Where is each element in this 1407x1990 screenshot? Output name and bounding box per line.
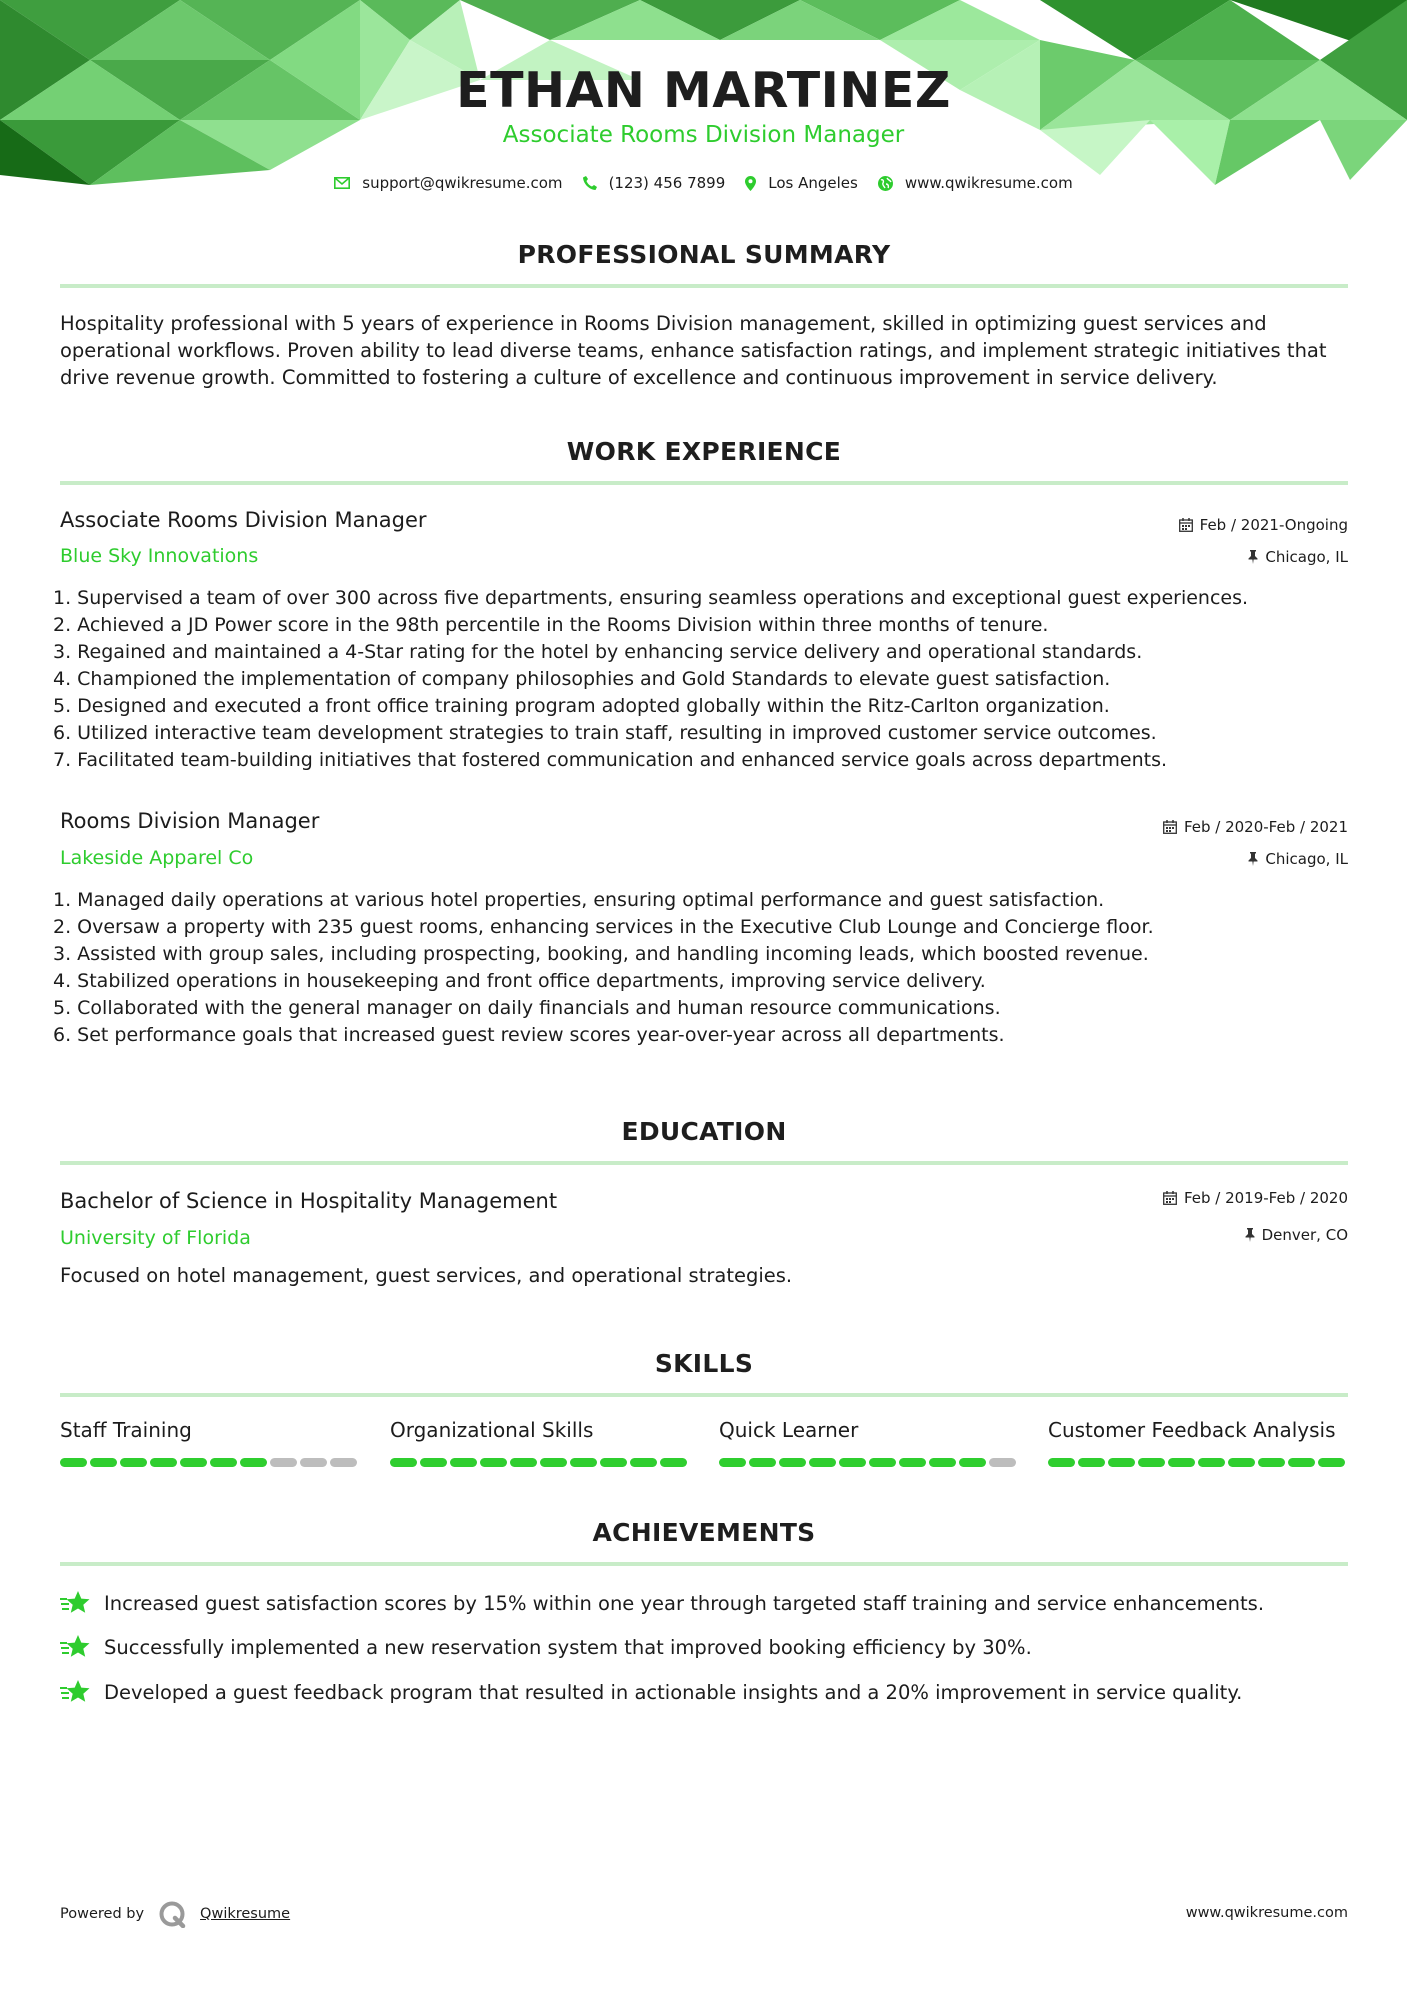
skill-segment-filled: [1078, 1458, 1105, 1467]
achievement-item: [60, 1634, 1032, 1660]
skill-segment-filled: [1198, 1458, 1225, 1467]
achievement-text: Developed a guest feedback program that resulted in actionable insights and a 20% improvement in service quality.: [104, 1680, 1243, 1704]
footer-url[interactable]: www.qwikresume.com: [1185, 1905, 1348, 1921]
contact-website[interactable]: [878, 174, 1073, 192]
contact-email-text: support@qwikresume.com: [362, 174, 563, 192]
skill-segment-filled: [779, 1458, 806, 1467]
list-item: 6. Utilized interactive team development strategies to train staff, resulting in improved customer service outcomes.: [53, 722, 1157, 744]
contact-email[interactable]: [334, 174, 562, 192]
job-date-text: Feb / 2020-Feb / 2021: [1183, 818, 1348, 836]
pin-icon: [1245, 1228, 1255, 1242]
skill-segment-filled: [90, 1458, 117, 1467]
list-item: 7. Facilitated team-building initiatives that fostered communication and enhanced service goals across departments.: [53, 749, 1168, 771]
job-title: Rooms Division Manager: [60, 809, 320, 833]
skills-divider: [60, 1393, 1348, 1397]
experience-heading: WORK EXPERIENCE: [566, 437, 842, 466]
star-icon: [60, 1634, 92, 1660]
skill-segment-filled: [1228, 1458, 1255, 1467]
skill-segment-filled: [929, 1458, 956, 1467]
degree-title: Bachelor of Science in Hospitality Management: [60, 1189, 558, 1213]
job-location: [1248, 850, 1348, 868]
powered-by-label: Powered by: [60, 1906, 145, 1922]
skill-level-bar: [1048, 1458, 1348, 1467]
qwikresume-logo-icon: [158, 1900, 186, 1928]
list-item: 6. Set performance goals that increased guest review scores year-over-year across all departments.: [53, 1024, 1005, 1046]
list-item: 3. Regained and maintained a 4-Star rating for the hotel by enhancing service delivery and operational standards.: [53, 641, 1143, 663]
skill-segment-filled: [1048, 1458, 1075, 1467]
skill-segment-filled: [420, 1458, 447, 1467]
globe-icon: [878, 176, 893, 191]
pin-icon: [1248, 550, 1258, 564]
skill-segment-empty: [330, 1458, 357, 1467]
skill-segment-filled: [210, 1458, 237, 1467]
skill-level-bar: [719, 1458, 1019, 1467]
list-item: 2. Oversaw a property with 235 guest rooms, enhancing services in the Executive Club Lounge and Concierge floor.: [53, 916, 1154, 938]
skill-segment-filled: [660, 1458, 687, 1467]
skill-segment-filled: [120, 1458, 147, 1467]
phone-icon: [583, 176, 597, 190]
achievement-text: Successfully implemented a new reservation system that improved booking efficiency by 30%.: [104, 1635, 1032, 1659]
skill-segment-filled: [450, 1458, 477, 1467]
contact-location-text: Los Angeles: [768, 174, 858, 192]
skill-segment-filled: [1168, 1458, 1195, 1467]
skill-segment-filled: [630, 1458, 657, 1467]
education-divider: [60, 1161, 1348, 1165]
pin-icon: [1248, 852, 1258, 866]
skill-item: [60, 1418, 360, 1467]
skill-segment-filled: [839, 1458, 866, 1467]
education-date: [1163, 1189, 1348, 1207]
skill-segment-filled: [899, 1458, 926, 1467]
achievement-item: [60, 1679, 1242, 1705]
skill-segment-filled: [1138, 1458, 1165, 1467]
skill-segment-filled: [719, 1458, 746, 1467]
skill-segment-filled: [809, 1458, 836, 1467]
job-location: [1248, 548, 1348, 566]
list-item: 5. Designed and executed a front office training program adopted globally within the Ritz-Carlton organization.: [53, 695, 1110, 717]
skill-segment-filled: [60, 1458, 87, 1467]
map-marker-icon: [745, 176, 756, 191]
skill-segment-filled: [1258, 1458, 1285, 1467]
skill-segment-filled: [510, 1458, 537, 1467]
skill-item: [1048, 1418, 1348, 1467]
skill-level-bar: [60, 1458, 360, 1467]
summary-text: Hospitality professional with 5 years of experience in Rooms Division management, skilled in optimizing guest services and operational workflows. Proven ability to lead diverse teams, enhance satisfaction ratings, and implement strategic initiatives that drive revenue growth. Committed to fostering a culture of excellence and continuous improvement in service delivery.: [60, 312, 1327, 389]
skill-segment-filled: [1318, 1458, 1345, 1467]
calendar-icon: [1179, 518, 1193, 532]
skill-segment-empty: [300, 1458, 327, 1467]
job-location-text: Chicago, IL: [1265, 548, 1348, 566]
education-location: [1245, 1226, 1348, 1244]
skill-segment-filled: [240, 1458, 267, 1467]
skill-name: Quick Learner: [719, 1418, 859, 1442]
contact-website-text: www.qwikresume.com: [904, 174, 1073, 192]
job-title: Associate Rooms Division Manager: [60, 508, 427, 532]
qwikresume-link[interactable]: Qwikresume: [200, 1906, 291, 1922]
envelope-icon: [334, 177, 350, 189]
skill-item: [390, 1418, 690, 1467]
education-description: Focused on hotel management, guest services, and operational strategies.: [60, 1264, 793, 1287]
summary-heading: PROFESSIONAL SUMMARY: [517, 240, 891, 269]
calendar-icon: [1163, 820, 1177, 834]
skill-name: Customer Feedback Analysis: [1048, 1418, 1336, 1442]
calendar-icon: [1163, 1191, 1177, 1205]
education-date-text: Feb / 2019-Feb / 2020: [1183, 1189, 1348, 1207]
skill-segment-filled: [869, 1458, 896, 1467]
skill-name: Staff Training: [60, 1418, 192, 1442]
skill-segment-filled: [959, 1458, 986, 1467]
summary-divider: [60, 284, 1348, 288]
achievements-divider: [60, 1562, 1348, 1566]
skill-item: [719, 1418, 1019, 1467]
skill-segment-filled: [180, 1458, 207, 1467]
education-location-text: Denver, CO: [1261, 1226, 1348, 1244]
achievement-text: Increased guest satisfaction scores by 15% within one year through targeted staff training and service enhancements.: [104, 1591, 1265, 1615]
skill-segment-filled: [540, 1458, 567, 1467]
job-date: [1179, 516, 1348, 534]
contact-phone-text: (123) 456 7899: [608, 174, 726, 192]
list-item: 4. Stabilized operations in housekeeping and front office departments, improving service delivery.: [53, 970, 986, 992]
list-item: 3. Assisted with group sales, including prospecting, booking, and handling incoming leads, which boosted revenue.: [53, 943, 1149, 965]
education-heading: EDUCATION: [621, 1117, 787, 1146]
skill-segment-filled: [480, 1458, 507, 1467]
job-bullet-list: [53, 585, 1363, 774]
list-item: 5. Collaborated with the general manager on daily financials and human resource communications.: [53, 997, 1001, 1019]
list-item: 4. Championed the implementation of company philosophies and Gold Standards to elevate guest satisfaction.: [53, 668, 1111, 690]
skill-segment-filled: [600, 1458, 627, 1467]
job-date-text: Feb / 2021-Ongoing: [1199, 516, 1348, 534]
contact-bar: [0, 174, 1407, 192]
achievement-item: [60, 1590, 1264, 1616]
candidate-role: Associate Rooms Division Manager: [502, 122, 905, 148]
achievements-heading: ACHIEVEMENTS: [592, 1518, 816, 1547]
skill-segment-filled: [749, 1458, 776, 1467]
skill-segment-filled: [150, 1458, 177, 1467]
star-icon: [60, 1590, 92, 1616]
contact-location: [745, 174, 858, 192]
company-name: Blue Sky Innovations: [60, 545, 259, 567]
candidate-name: ETHAN MARTINEZ: [456, 62, 951, 119]
skills-heading: SKILLS: [654, 1349, 754, 1378]
experience-divider: [60, 481, 1348, 485]
school-name: University of Florida: [60, 1227, 251, 1249]
company-name: Lakeside Apparel Co: [60, 847, 254, 869]
list-item: 1. Managed daily operations at various hotel properties, ensuring optimal performance and guest satisfaction.: [53, 889, 1105, 911]
skill-level-bar: [390, 1458, 690, 1467]
skill-name: Organizational Skills: [390, 1418, 594, 1442]
star-icon: [60, 1679, 92, 1705]
skill-segment-empty: [270, 1458, 297, 1467]
skill-segment-filled: [1288, 1458, 1315, 1467]
contact-phone[interactable]: [583, 174, 726, 192]
job-date: [1163, 818, 1348, 836]
job-bullet-list: [53, 887, 1363, 1049]
job-location-text: Chicago, IL: [1265, 850, 1348, 868]
list-item: 2. Achieved a JD Power score in the 98th percentile in the Rooms Division within three months of tenure.: [53, 614, 1049, 636]
skill-segment-filled: [570, 1458, 597, 1467]
skill-segment-filled: [1108, 1458, 1135, 1467]
skill-segment-filled: [390, 1458, 417, 1467]
footer-powered-by: [60, 1900, 290, 1928]
skill-segment-empty: [989, 1458, 1016, 1467]
list-item: 1. Supervised a team of over 300 across five departments, ensuring seamless operations and exceptional guest experiences.: [53, 587, 1249, 609]
